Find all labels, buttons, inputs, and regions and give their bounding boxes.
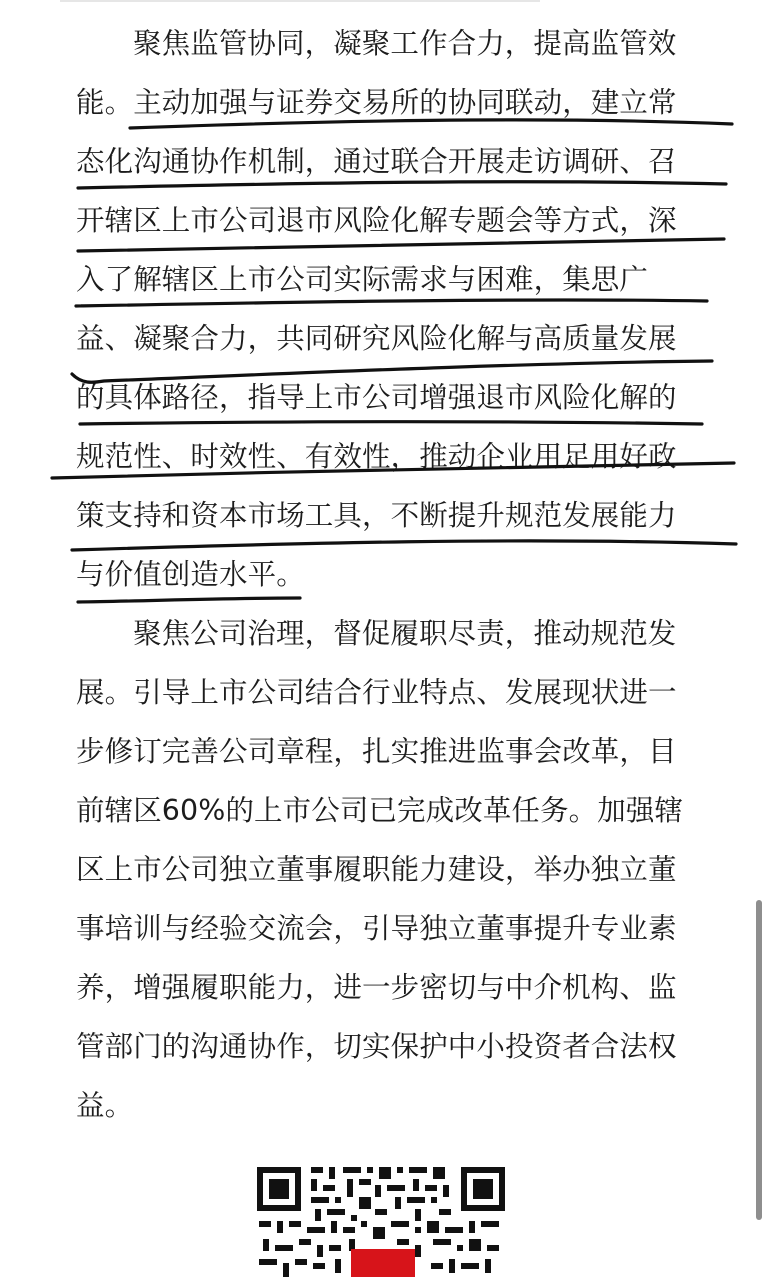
p2-line-1: 聚焦公司治理，督促履职尽责，推动规范发 [133, 617, 677, 650]
p1-line-6: 益、凝聚合力，共同研究风险化解与高质量发展 [76, 322, 677, 355]
p2-line-9: 益。 [76, 1089, 134, 1122]
p2-line-7: 养，增强履职能力，进一步密切与中介机构、监 [76, 971, 677, 1004]
p2-line-8: 管部门的沟通协作，切实保护中小投资者合法权 [76, 1030, 677, 1063]
underline-9 [78, 598, 300, 602]
p1-line-10: 与价值创造水平。 [76, 558, 305, 591]
p1-line-9: 策支持和资本市场工具，不断提升规范发展能力 [76, 499, 677, 532]
p1-line-1: 聚焦监管协同，凝聚工作合力，提高监管效 [133, 27, 677, 60]
p1-line-8: 规范性、时效性、有效性，推动企业用足用好政 [76, 440, 677, 473]
p1-line-5: 入了解辖区上市公司实际需求与困难，集思广 [76, 263, 649, 296]
qr-code-graphic [255, 1163, 511, 1277]
underline-2 [78, 182, 726, 188]
p2-line-4: 前辖区60%的上市公司已完成改革任务。加强辖 [76, 794, 684, 827]
underline-8 [72, 541, 736, 550]
qr-center-logo [351, 1249, 415, 1277]
p1-line-7: 的具体路径，指导上市公司增强退市风险化解的 [76, 381, 677, 414]
p1-line-4: 开辖区上市公司退市风险化解专题会等方式，深 [76, 204, 677, 237]
p1-line-3: 态化沟通协作机制，通过联合开展走访调研、召 [76, 145, 677, 178]
p2-line-6: 事培训与经验交流会，引导独立董事提升专业素 [76, 912, 677, 945]
scrollbar[interactable] [756, 900, 762, 1220]
p2-line-3: 步修订完善公司章程，扎实推进监事会改革，目 [76, 735, 677, 768]
qr-code-icon [255, 1163, 511, 1277]
underline-4 [76, 300, 707, 306]
p1-line-2: 能。主动加强与证券交易所的协同联动，建立常 [76, 86, 677, 119]
p2-line-5: 区上市公司独立董事履职能力建设，举办独立董 [76, 853, 677, 886]
p2-line-2: 展。引导上市公司结合行业特点、发展现状进一 [76, 676, 677, 709]
underline-6 [80, 422, 702, 424]
